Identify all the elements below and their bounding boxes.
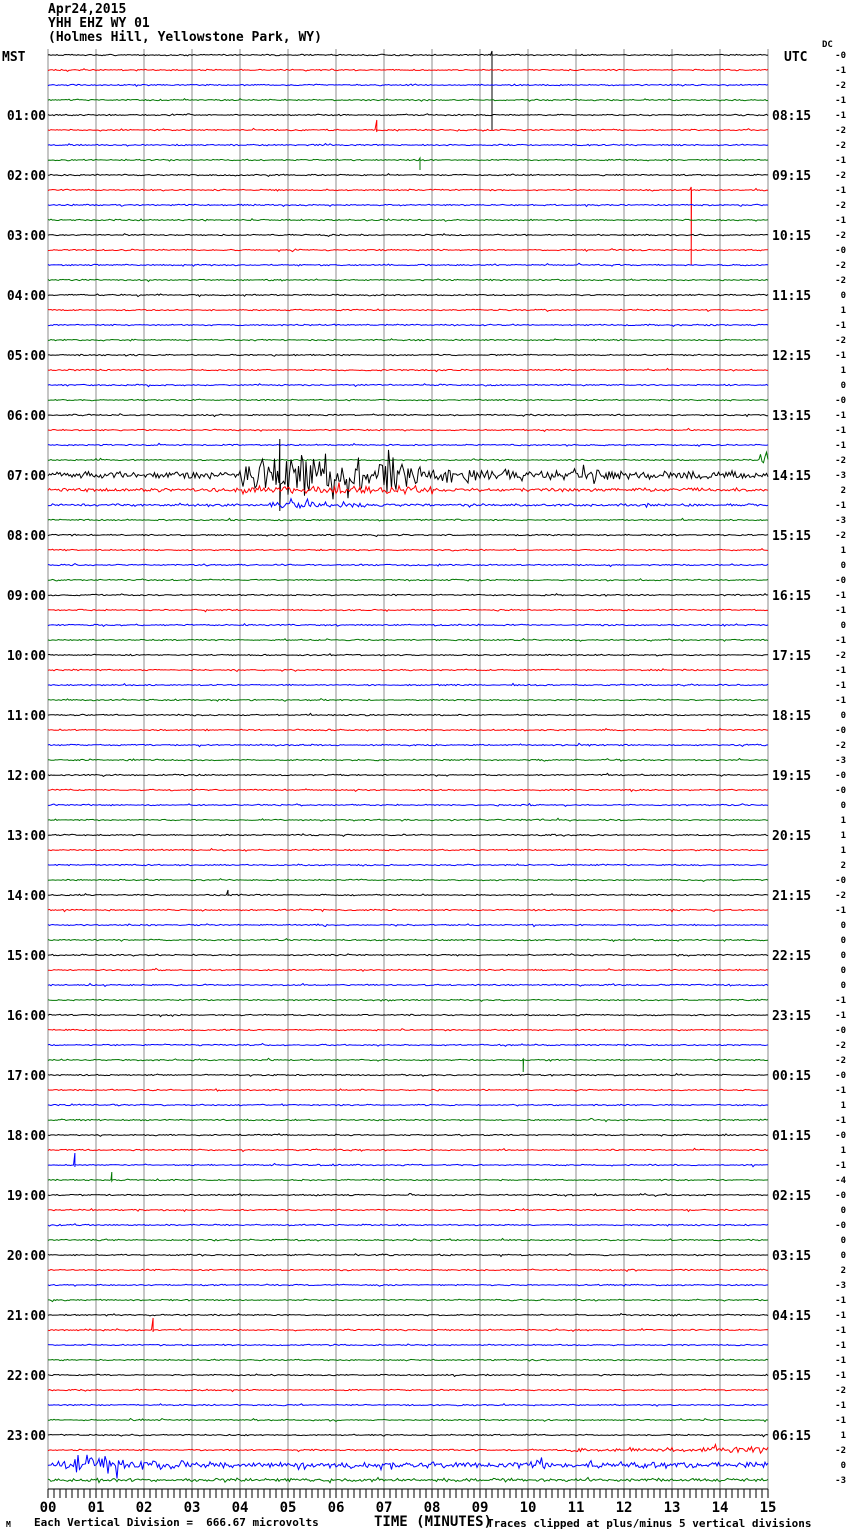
svg-text:-2: -2 [835,891,846,901]
svg-text:09: 09 [471,1500,489,1516]
svg-text:-1: -1 [835,591,846,601]
trace-line [48,369,768,372]
svg-text:16:15: 16:15 [772,589,812,604]
svg-text:11: 11 [567,1500,585,1516]
trace-line [48,1118,768,1121]
trace-line [48,294,768,297]
svg-text:-1: -1 [835,426,846,436]
svg-text:19:00: 19:00 [6,1189,46,1204]
trace-line [48,174,768,177]
svg-text:05:15: 05:15 [772,1369,812,1384]
svg-text:-3: -3 [835,471,846,481]
svg-text:-1: -1 [835,1311,846,1321]
trace-line [48,1344,768,1346]
svg-text:-1: -1 [835,1341,846,1351]
svg-text:-3: -3 [835,1476,846,1486]
svg-text:-1: -1 [835,681,846,691]
watermark: M [6,1520,11,1529]
svg-text:09:15: 09:15 [772,169,812,184]
trace-line [48,1455,768,1479]
svg-text:-0: -0 [835,786,846,796]
svg-text:11:00: 11:00 [6,709,46,724]
trace-line [48,1153,768,1167]
trace-line [48,144,768,147]
trace-line [48,864,768,866]
svg-text:-0: -0 [835,1071,846,1081]
x-axis-title: TIME (MINUTES) [374,1514,493,1530]
dc-values [835,51,846,1486]
svg-text:15:00: 15:00 [6,949,46,964]
svg-text:21:15: 21:15 [772,889,812,904]
svg-text:-1: -1 [835,1416,846,1426]
svg-text:-2: -2 [835,741,846,751]
svg-text:15: 15 [759,1500,777,1516]
svg-text:-2: -2 [835,81,846,91]
trace-line [48,849,768,852]
trace-line [48,1134,768,1137]
trace-line [48,219,768,222]
trace-line [48,1478,768,1483]
trace-line [48,1074,768,1077]
svg-text:0: 0 [840,561,846,571]
svg-text:06: 06 [327,1500,345,1516]
trace-line [48,354,768,356]
svg-text:1: 1 [840,1146,846,1156]
svg-text:-1: -1 [835,441,846,451]
svg-text:-0: -0 [835,1131,846,1141]
svg-text:03:15: 03:15 [772,1249,812,1264]
svg-text:-4: -4 [835,1176,846,1186]
svg-text:-1: -1 [835,996,846,1006]
trace-line [48,120,768,132]
svg-text:-1: -1 [835,1011,846,1021]
trace-line [48,414,768,417]
svg-text:-2: -2 [835,126,846,136]
trace-line [48,1434,768,1437]
trace-line [48,1419,768,1422]
svg-text:0: 0 [840,966,846,976]
svg-text:13:00: 13:00 [6,829,46,844]
svg-text:-0: -0 [835,1191,846,1201]
svg-text:-2: -2 [835,1041,846,1051]
trace-line [48,1269,768,1271]
svg-text:0: 0 [840,936,846,946]
svg-text:11:15: 11:15 [772,289,812,304]
trace-line [48,1014,768,1016]
trace-line [48,1284,768,1286]
trace-line [48,399,768,401]
svg-text:-2: -2 [835,456,846,466]
svg-text:02: 02 [135,1500,153,1516]
svg-text:-1: -1 [835,66,846,76]
trace-line [48,483,768,495]
svg-text:-0: -0 [835,396,846,406]
trace-line [48,439,768,511]
scale-note: Each Vertical Division = 666.67 microvolts [34,1516,319,1529]
trace-line [48,339,768,341]
svg-text:-2: -2 [835,171,846,181]
svg-text:19:15: 19:15 [772,769,812,784]
svg-text:-2: -2 [835,261,846,271]
svg-text:-2: -2 [835,531,846,541]
svg-text:0: 0 [840,1236,846,1246]
trace-line [48,1148,768,1151]
svg-text:21:00: 21:00 [6,1309,46,1324]
svg-text:1: 1 [840,306,846,316]
trace-line [48,1172,768,1181]
svg-text:05:00: 05:00 [6,349,46,364]
trace-line [48,639,768,642]
svg-text:0: 0 [840,381,846,391]
svg-text:1: 1 [840,1101,846,1111]
svg-text:2: 2 [840,861,846,871]
trace-line [48,818,768,821]
svg-text:20:00: 20:00 [6,1249,46,1264]
trace-line [48,773,768,776]
svg-text:20:15: 20:15 [772,829,812,844]
svg-text:09:00: 09:00 [6,589,46,604]
svg-text:-1: -1 [835,186,846,196]
trace-line [48,684,768,687]
trace-line [48,158,768,170]
svg-text:14:00: 14:00 [6,889,46,904]
trace-line [48,594,768,597]
trace-line [48,549,768,551]
svg-text:-2: -2 [835,201,846,211]
svg-text:-2: -2 [835,141,846,151]
svg-text:10: 10 [519,1500,537,1516]
svg-text:03: 03 [183,1500,201,1516]
svg-text:-3: -3 [835,756,846,766]
svg-text:0: 0 [840,711,846,721]
svg-text:-1: -1 [835,216,846,226]
trace-line [48,1404,768,1407]
svg-text:0: 0 [840,951,846,961]
svg-text:-0: -0 [835,1026,846,1036]
trace-line [48,518,768,521]
svg-text:18:00: 18:00 [6,1129,46,1144]
svg-text:-1: -1 [835,906,846,916]
trace-line [48,84,768,86]
svg-text:16:00: 16:00 [6,1009,46,1024]
svg-text:-0: -0 [835,576,846,586]
svg-text:-0: -0 [835,726,846,736]
svg-text:-1: -1 [835,1401,846,1411]
trace-line [48,279,768,282]
svg-text:06:00: 06:00 [6,409,46,424]
trace-line [48,1445,768,1454]
trace-line [48,890,768,896]
svg-text:-1: -1 [835,501,846,511]
trace-line [48,654,768,656]
trace-line [48,187,768,265]
svg-text:-1: -1 [835,1371,846,1381]
svg-text:23:15: 23:15 [772,1009,812,1024]
svg-text:-1: -1 [835,666,846,676]
svg-text:-0: -0 [835,51,846,61]
svg-text:18:15: 18:15 [772,709,812,724]
svg-text:10:15: 10:15 [772,229,812,244]
trace-line [48,309,768,311]
station-title: YHH EHZ WY 01 [48,16,150,31]
svg-text:08: 08 [423,1500,441,1516]
svg-text:0: 0 [840,1206,846,1216]
svg-text:-1: -1 [835,411,846,421]
traces [48,51,768,1483]
trace-line [48,1299,768,1302]
trace-line [48,534,768,536]
svg-text:2: 2 [840,1266,846,1276]
location-title: (Holmes Hill, Yellowstone Park, WY) [48,30,322,45]
trace-line [48,1044,768,1047]
svg-text:-2: -2 [835,1386,846,1396]
trace-line [48,909,768,912]
svg-text:1: 1 [840,1431,846,1441]
trace-line [48,1209,768,1212]
svg-text:07: 07 [375,1500,393,1516]
svg-text:02:15: 02:15 [772,1189,812,1204]
trace-line [48,1389,768,1391]
mst-axis-title: MST [2,50,26,65]
svg-text:-1: -1 [835,606,846,616]
trace-line [48,1089,768,1091]
svg-text:-1: -1 [835,636,846,646]
svg-text:-1: -1 [835,156,846,166]
trace-line [48,263,768,266]
svg-text:-1: -1 [835,1356,846,1366]
svg-text:02:00: 02:00 [6,169,46,184]
trace-line [48,939,768,942]
trace-line [48,324,768,326]
svg-text:-1: -1 [835,1086,846,1096]
trace-line [48,804,768,807]
utc-axis-title: UTC [784,50,808,65]
trace-line [48,1318,768,1332]
trace-line [48,984,768,987]
svg-text:08:00: 08:00 [6,529,46,544]
svg-text:0: 0 [840,291,846,301]
svg-text:-0: -0 [835,1221,846,1231]
svg-text:1: 1 [840,366,846,376]
hour-labels [7,109,811,1444]
svg-text:-1: -1 [835,1116,846,1126]
svg-text:23:00: 23:00 [6,1429,46,1444]
svg-text:00:15: 00:15 [772,1069,812,1084]
svg-text:0: 0 [840,801,846,811]
svg-text:01:00: 01:00 [6,109,46,124]
trace-line [48,999,768,1001]
svg-text:17:00: 17:00 [6,1069,46,1084]
svg-text:-0: -0 [835,246,846,256]
svg-text:-3: -3 [835,516,846,526]
svg-text:-1: -1 [835,321,846,331]
dc-column-header: DC [822,40,833,50]
trace-line [48,1194,768,1197]
svg-text:-2: -2 [835,1056,846,1066]
trace-line [48,729,768,731]
trace-line [48,1029,768,1031]
svg-text:05: 05 [279,1500,297,1516]
clip-note: Traces clipped at plus/minus 5 vertical divisions [487,1517,812,1530]
svg-text:14: 14 [711,1500,729,1516]
trace-line [48,384,768,387]
trace-line [48,579,768,581]
trace-line [48,699,768,702]
svg-text:0: 0 [840,1251,846,1261]
trace-line [48,789,768,792]
trace-line [48,759,768,762]
trace-line [48,428,768,431]
x-axis [48,1489,768,1498]
svg-text:08:15: 08:15 [772,109,812,124]
trace-line [48,1314,768,1317]
svg-text:1: 1 [840,831,846,841]
svg-text:-1: -1 [835,696,846,706]
trace-line [48,234,768,237]
trace-line [48,249,768,252]
svg-text:22:15: 22:15 [772,949,812,964]
trace-line [48,669,768,672]
trace-line [48,743,768,746]
svg-text:-2: -2 [835,651,846,661]
svg-text:06:15: 06:15 [772,1429,812,1444]
trace-line [48,443,768,446]
svg-text:13:15: 13:15 [772,409,812,424]
svg-text:10:00: 10:00 [6,649,46,664]
svg-text:04:15: 04:15 [772,1309,812,1324]
svg-text:0: 0 [840,921,846,931]
svg-text:-1: -1 [835,111,846,121]
svg-text:-1: -1 [835,1161,846,1171]
svg-text:04:00: 04:00 [6,289,46,304]
svg-text:1: 1 [840,816,846,826]
trace-line [48,1058,768,1072]
svg-text:0: 0 [840,621,846,631]
trace-line [48,51,768,130]
svg-text:-1: -1 [835,351,846,361]
svg-text:01: 01 [87,1500,105,1516]
svg-text:-2: -2 [835,231,846,241]
trace-line [48,1254,768,1257]
trace-line [48,452,768,463]
svg-text:-2: -2 [835,336,846,346]
svg-text:12:15: 12:15 [772,349,812,364]
trace-line [48,1239,768,1242]
svg-text:15:15: 15:15 [772,529,812,544]
trace-line [48,609,768,611]
trace-line [48,1374,768,1376]
trace-line [48,1359,768,1361]
svg-text:-0: -0 [835,876,846,886]
svg-text:-3: -3 [835,1281,846,1291]
trace-line [48,1104,768,1106]
trace-line [48,954,768,956]
trace-line [48,713,768,715]
trace-line [48,99,768,102]
trace-line [48,1224,768,1226]
svg-text:04: 04 [231,1500,249,1516]
trace-line [48,204,768,206]
trace-line [48,114,768,116]
trace-line [48,879,768,882]
svg-text:0: 0 [840,1461,846,1471]
svg-text:2: 2 [840,486,846,496]
svg-text:-1: -1 [835,96,846,106]
svg-text:12: 12 [615,1500,633,1516]
svg-text:13: 13 [663,1500,681,1516]
trace-line [48,834,768,837]
svg-text:-1: -1 [835,1296,846,1306]
trace-line [48,924,768,927]
svg-text:-1: -1 [835,1326,846,1336]
svg-text:-2: -2 [835,276,846,286]
svg-text:03:00: 03:00 [6,229,46,244]
svg-text:1: 1 [840,846,846,856]
trace-line [48,69,768,72]
trace-line [48,499,768,508]
svg-text:-2: -2 [835,1446,846,1456]
svg-text:07:00: 07:00 [6,469,46,484]
svg-text:12:00: 12:00 [6,769,46,784]
trace-line [48,624,768,627]
svg-text:17:15: 17:15 [772,649,812,664]
svg-text:00: 00 [39,1500,57,1516]
trace-line [48,564,768,567]
trace-line [48,968,768,971]
svg-text:22:00: 22:00 [6,1369,46,1384]
svg-text:-0: -0 [835,771,846,781]
svg-text:01:15: 01:15 [772,1129,812,1144]
date-title: Apr24,2015 [48,2,127,17]
svg-text:1: 1 [840,546,846,556]
svg-text:0: 0 [840,981,846,991]
svg-text:14:15: 14:15 [772,469,812,484]
